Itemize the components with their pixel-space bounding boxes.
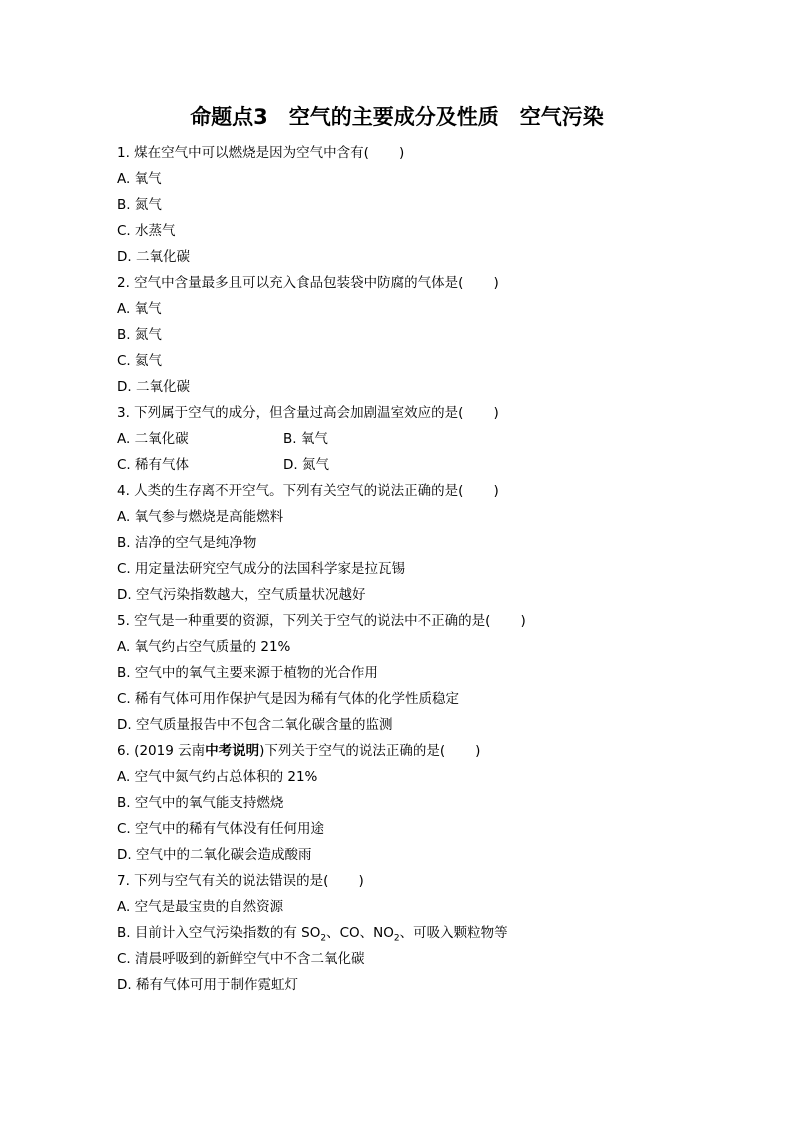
- question-2-option-a: A. 氧气: [117, 301, 162, 317]
- question-6-option-c: C. 空气中的稀有气体没有任何用途: [117, 821, 325, 837]
- question-3-option-b: B. 氧气: [283, 431, 328, 447]
- question-3-option-c: C. 稀有气体: [117, 457, 190, 473]
- question-3-stem: 3. 下列属于空气的成分，但含量过高会加剧温室效应的是( ): [117, 405, 499, 421]
- question-2-option-d: D. 二氧化碳: [117, 379, 190, 395]
- question-4-option-d: D. 空气污染指数越大，空气质量状况越好: [117, 587, 366, 603]
- question-6-option-d: D. 空气中的二氧化碳会造成酸雨: [117, 847, 312, 863]
- question-1-option-d: D. 二氧化碳: [117, 249, 190, 265]
- question-3-option-row-1: [117, 426, 717, 452]
- question-4-stem: 4. 人类的生存离不开空气。下列有关空气的说法正确的是( ): [117, 483, 499, 499]
- question-5-stem: 5. 空气是一种重要的资源，下列关于空气的说法中不正确的是( ): [117, 613, 526, 629]
- question-7-option-b: B. 目前计入空气污染指数的有 $SO_2$、CO、$NO_2$、可吸入颗粒物等: [117, 925, 508, 944]
- question-4-option-a: A. 氧气参与燃烧是高能燃料: [117, 509, 284, 525]
- question-5-option-d: D. 空气质量报告中不包含二氧化碳含量的监测: [117, 717, 393, 733]
- question-5-option-c: C. 稀有气体可用作保护气是因为稀有气体的化学性质稳定: [117, 691, 460, 707]
- question-7-option-d: D. 稀有气体可用于制作霓虹灯: [117, 977, 298, 993]
- question-list: [117, 140, 717, 998]
- question-5-option-a: A. 氧气约占空气质量的 21%: [117, 639, 291, 655]
- question-7-option-c: C. 清晨呼吸到的新鲜空气中不含二氧化碳: [117, 951, 365, 967]
- question-1-option-a: A. 氧气: [117, 171, 162, 187]
- question-2-stem: 2. 空气中含量最多且可以充入食品包装袋中防腐的气体是( ): [117, 275, 499, 291]
- question-3-option-row-2: [117, 452, 717, 478]
- question-1-option-b: B. 氮气: [117, 197, 162, 213]
- question-7-stem: 7. 下列与空气有关的说法错误的是( ): [117, 873, 364, 889]
- question-1-stem: 1. 煤在空气中可以燃烧是因为空气中含有( ): [117, 145, 405, 161]
- question-5-option-b: B. 空气中的氧气主要来源于植物的光合作用: [117, 665, 378, 681]
- question-7-option-a: A. 空气是最宝贵的自然资源: [117, 899, 284, 915]
- question-4-option-b: B. 洁净的空气是纯净物: [117, 535, 257, 551]
- question-2-option-b: B. 氮气: [117, 327, 162, 343]
- question-1-option-c: C. 水蒸气: [117, 223, 176, 239]
- question-3-option-a: A. 二氧化碳: [117, 431, 189, 447]
- question-6-stem: 6. (2019 云南中考说明)下列关于空气的说法正确的是( ): [117, 743, 481, 759]
- source-tag: 中考说明: [205, 743, 260, 759]
- question-2-option-c: C. 氦气: [117, 353, 163, 369]
- question-3-option-d: D. 氮气: [283, 457, 329, 473]
- page-title: 命题点3 空气的主要成分及性质 空气污染: [190, 105, 604, 129]
- question-6-option-a: A. 空气中氮气约占总体积的 21%: [117, 769, 318, 785]
- question-6-option-b: B. 空气中的氧气能支持燃烧: [117, 795, 284, 811]
- question-4-option-c: C. 用定量法研究空气成分的法国科学家是拉瓦锡: [117, 561, 406, 577]
